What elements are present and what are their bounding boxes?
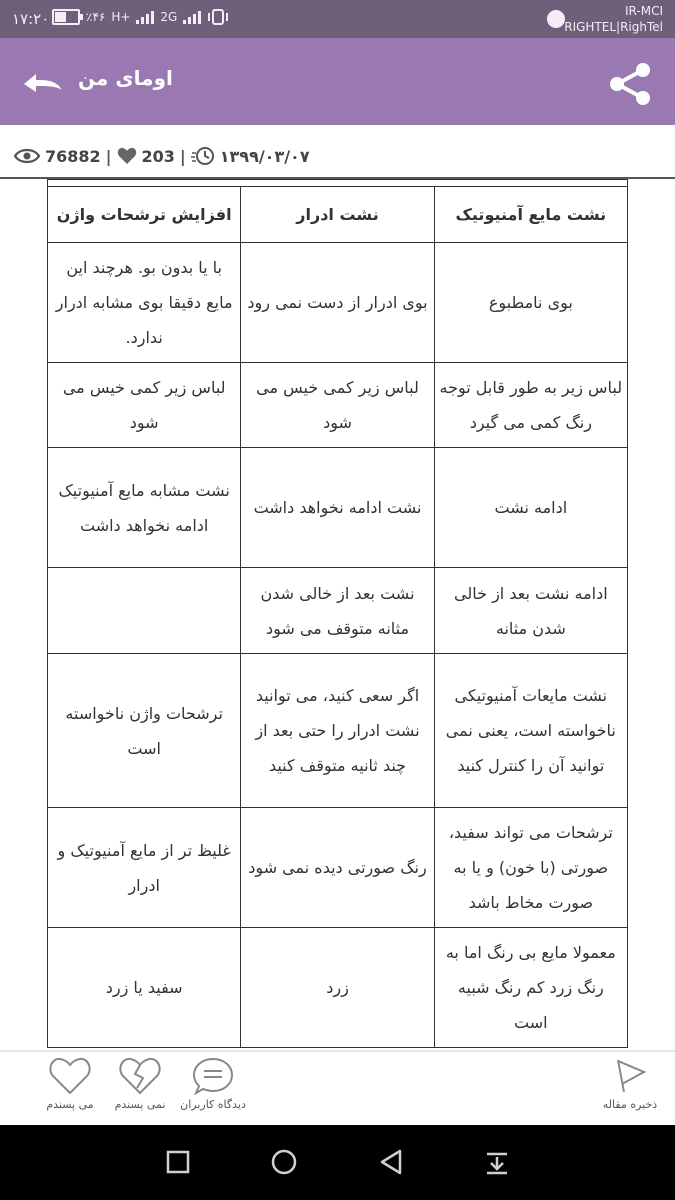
status-time: ۱۷:۲۰: [12, 10, 50, 28]
heart-icon: [117, 147, 137, 165]
table-header: افزایش ترشحات واژن: [48, 187, 241, 243]
clock-icon: [191, 146, 215, 166]
table-cell: لباس زیر کمی خیس می شود: [48, 363, 241, 448]
views-count: 76882: [45, 146, 101, 166]
table-header: نشت مایع آمنیوتیک: [434, 187, 627, 243]
status-bar: [0, 0, 675, 38]
table-cell: با یا بدون بو. هرچند این مایع دقیقا بوی مشابه ادرار ندارد.: [48, 243, 241, 363]
comment-bubble-icon: [191, 1056, 235, 1096]
comments-button[interactable]: [178, 1056, 248, 1111]
eye-icon: [14, 147, 40, 165]
table-cell: سفید یا زرد: [48, 928, 241, 1048]
circle-icon: [269, 1147, 299, 1177]
meta-separator: |: [105, 146, 112, 166]
table-cell: نشت مایعات آمنیوتیکی ناخواسته است، یعنی نمی توانید آن را کنترل کنید: [434, 654, 627, 808]
table-cell: [48, 568, 241, 654]
back-button[interactable]: [20, 58, 68, 106]
table-row: [48, 363, 628, 448]
home-button[interactable]: [269, 1147, 299, 1177]
page-title: اومای من: [78, 66, 173, 90]
carrier-line-2: RIGHTEL|RighTel: [564, 20, 663, 34]
table-header: نشت ادرار: [241, 187, 434, 243]
share-button[interactable]: [603, 56, 657, 110]
broken-heart-icon: [118, 1056, 162, 1096]
table-row: [48, 448, 628, 568]
status-icons: [52, 9, 229, 25]
save-label: ذخیره مقاله: [602, 1098, 658, 1111]
notifications-pull-button[interactable]: [482, 1147, 512, 1177]
table-cell: ترشحات واژن ناخواسته است: [48, 654, 241, 808]
table-top-spacer: [48, 180, 628, 187]
share-icon: [603, 56, 657, 110]
save-article-button[interactable]: [595, 1056, 665, 1111]
flag-icon: [608, 1056, 652, 1096]
system-nav-bar: [0, 1125, 675, 1200]
whatsapp-icon: [547, 10, 565, 28]
network-type-2: 2G: [160, 10, 178, 24]
table-cell: نشت مشابه مایع آمنیوتیک ادامه نخواهد داشت: [48, 448, 241, 568]
table-header-row: [48, 187, 628, 243]
battery-percent: ٪۴۶: [86, 10, 106, 24]
table-cell: نشت بعد از خالی شدن مثانه متوقف می شود: [241, 568, 434, 654]
table-cell: نشت ادامه نخواهد داشت: [241, 448, 434, 568]
table-cell: ادامه نشت بعد از خالی شدن مثانه: [434, 568, 627, 654]
heart-outline-icon: [48, 1056, 92, 1096]
table-row: [48, 568, 628, 654]
table-cell: زرد: [241, 928, 434, 1048]
comments-label: دیدگاه کاربران: [180, 1098, 246, 1111]
likes-count: 203: [141, 146, 175, 166]
table-cell: غلیظ تر از مایع آمنیوتیک و ادرار: [48, 808, 241, 928]
dislike-button[interactable]: [105, 1056, 175, 1111]
signal-icon-2: [183, 10, 201, 24]
carrier: [564, 3, 663, 35]
carrier-line-1: IR-MCI: [625, 4, 663, 18]
triangle-back-icon: [376, 1147, 406, 1177]
meta-separator-2: |: [179, 146, 186, 166]
square-icon: [163, 1147, 193, 1177]
table-cell: بوی نامطبوع: [434, 243, 627, 363]
article-action-bar: [0, 1052, 675, 1125]
table-cell: رنگ صورتی دیده نمی شود: [241, 808, 434, 928]
table-row: [48, 928, 628, 1048]
table-cell: ترشحات می تواند سفید، صورتی (با خون) و یا به صورت مخاط باشد: [434, 808, 627, 928]
table-row: [48, 243, 628, 363]
table-cell: اگر سعی کنید، می توانید نشت ادرار را حتی بعد از چند ثانیه متوقف کنید: [241, 654, 434, 808]
pull-down-icon: [482, 1147, 512, 1177]
table-cell: لباس زیر به طور قابل توجه رنگ کمی می گیرد: [434, 363, 627, 448]
battery-icon: [52, 9, 80, 25]
signal-icon: [136, 10, 154, 24]
table-row: [48, 654, 628, 808]
like-label: می پسندم: [46, 1098, 94, 1111]
vibrate-icon: [207, 9, 229, 25]
like-button[interactable]: [35, 1056, 105, 1111]
article-meta: [14, 143, 310, 169]
table-cell: لباس زیر کمی خیس می شود: [241, 363, 434, 448]
back-arrow-icon: [20, 58, 68, 106]
network-type: H+: [111, 10, 131, 24]
comparison-table: [47, 179, 628, 1048]
table-cell: ادامه نشت: [434, 448, 627, 568]
back-nav-button[interactable]: [376, 1147, 406, 1177]
dislike-label: نمی پسندم: [114, 1098, 166, 1111]
table-cell: بوی ادرار از دست نمی رود: [241, 243, 434, 363]
app-bar: [0, 38, 675, 125]
table-cell: معمولا مایع بی رنگ اما به رنگ زرد کم رنگ شبیه است: [434, 928, 627, 1048]
recents-button[interactable]: [163, 1147, 193, 1177]
table-row: [48, 808, 628, 928]
publish-date: ۱۳۹۹/۰۳/۰۷: [219, 146, 310, 166]
